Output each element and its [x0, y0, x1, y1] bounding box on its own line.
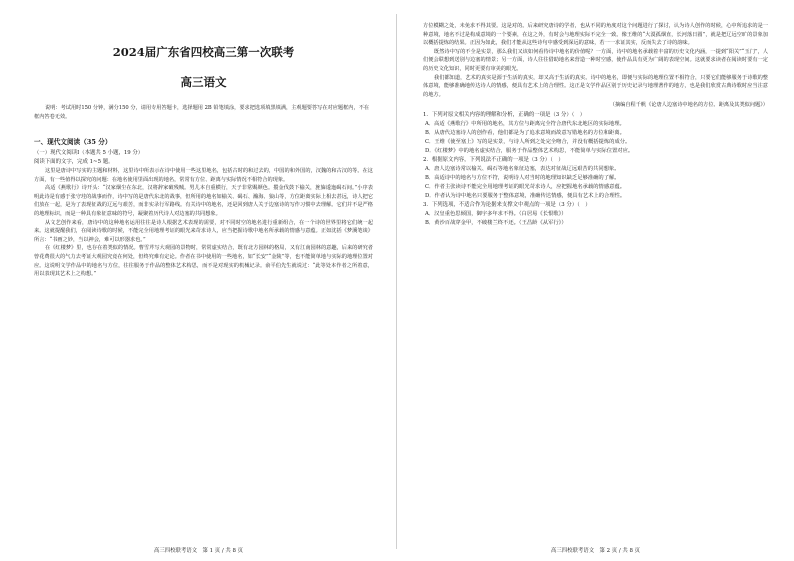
passage-paragraph-1: 这里是唐诗中写实的主题和材料，这里诗中所表示在诗中使用一些这里地名，包括古时的和过去的，中国的和外国的，汉魏的和古汉的等。在这方面，有一些值得以探究的问题：在地名使用里面出现的地名，常常有方位、距离与实际情况不相符合的现象。	[34, 168, 373, 183]
question-3-stem: 3．下列选项，不适合作为论据来支撑文中观点的一项是（3 分）（ ）	[423, 202, 591, 209]
question-2-option-b: B．高适诗中的地名与方位不符，说明诗人对当时的地理知识缺乏足够准确的了解。	[425, 175, 620, 182]
exam-notice: 说明：考试用时150 分钟，满分150 分，请用专用答题卡，选择题用 2B 铅笔填涂，要求把选项填黑填满，主观题要答写在对应题框内，不在框内答卷无效。	[34, 105, 370, 120]
exam-title: 2024届广东省四校高三第一次联考	[112, 45, 295, 59]
page-footer-left: 高三四校联考语文 第 1 页 / 共 8 页	[153, 548, 244, 554]
question-1-option-b: B．从唐代边塞诗人的创作看，他们都是为了追求意境而故意写错地名的方位和距离。	[425, 130, 625, 137]
question-3-option-a: A．汉皇重色思倾国，御宇多年求不得。（白居易《长恨歌》）	[425, 211, 567, 218]
passage-paragraph-2: 高适《燕歌行》诗开头：“汉家烟尘在东北，汉将辞家破残贼。男儿本自重横行，天子非常赐颜色。摐金伐鼓下榆关，旌旆逶迤碣石间。”小序表明此诗是有感于张守珪的战事而作，诗中写的是唐代东北的战事，但所用的地名如榆关、碣石、瀚海、狼山等，方位距离实际上相去甚远，诗人把它们放在一起，是为了表现征战的辽远与艰苦，而非实录行军路线。有关诗中的地名，还是回到唐人关于边塞诗的写作习惯中去理解。它们并不是严格的地理标识，而是一种具有象征意味的符号，凝聚着历代诗人对边塞的共同想象。	[34, 185, 373, 217]
passage-paragraph-5: 方位模糊之处，未免求不得其要。这是对的。后来研究唐诗的学者，也从不同的角度对这个问题进行了探讨，认为诗人创作的时候，心中所追求的是一种意境，地名不过是构成意境的一个要素，在这之外，有时会与地理实际不完全一致。像王维的“大漠孤烟直，长河落日圆”，就是把辽远空旷的景象加以概括提炼的结果。正因为如此，我们才能从这些诗句中感受到深远的意味，若一一求证其实，反而失去了诗的韵味。	[423, 23, 768, 47]
passage-paragraph-7: 我们都知道，艺术的真实是源于生活的真实，却又高于生活的真实。诗中的地名，即便与实际的地理位置不相符合，只要它们能够服务于诗歌的整体意境，能够准确地传达诗人的情感，便具有艺术上的合理性。这正是文学作品区别于历史记录与地理著作的地方，也是我们欣赏古典诗歌时应当注意的地方。	[423, 74, 768, 98]
subsection-heading: （一）现代文阅读Ⅰ（本题共 5 小题，19 分）	[34, 150, 144, 156]
question-1-option-a: A．高适《燕歌行》中所用的地名，其方位与距离完全符合唐代东北地区的实际地理。	[425, 121, 625, 128]
page-right	[397, 0, 794, 561]
question-2-option-d: D．作者认为诗中地名只要服务于整体意境，准确传达情感，便具有艺术上的合理性。	[425, 193, 626, 200]
question-1-option-c: C．王维《使至塞上》写的是实景，与诗人所到之处完全吻合，并没有概括提炼的成分。	[425, 139, 631, 146]
passage-source: （摘编自程千帆《论唐人边塞诗中地名的方位、距离及其类似问题》）	[609, 102, 768, 109]
question-2-option-a: A．唐人边塞诗常以榆关、碣石等地名象征边塞，表达对征战辽远艰苦的共同想象。	[425, 166, 620, 173]
question-3-option-b: B．黄沙百战穿金甲，不破楼兰终不还。（王昌龄《从军行》）	[425, 220, 567, 227]
exam-subject: 高三语文	[180, 75, 227, 89]
reading-instruction: 阅读下面的文字，完成 1~5 题。	[34, 159, 114, 165]
question-1-option-d: D．《红楼梦》中的地名虚实结合，服务于作品整体艺术构思，不能简单与实际位置对应。	[425, 148, 634, 155]
question-2-stem: 2．根据原文内容，下列说法不正确的一项是（3 分）（ ）	[423, 157, 564, 164]
question-1-stem: 1．下列对原文相关内容的理解和分析，正确的一项是（3 分）（ ）	[423, 112, 586, 119]
passage-paragraph-3: 从文艺创作来看，唐诗中的这种地名运用往往是诗人根据艺术表现的需要，对不同时空的地名进行重新组合，在一个诗的世界里将它们统一起来。这就提醒我们，在阅读诗歌的时候，不能完全用地理考证的眼光来苛求诗人，应当把握诗歌中地名所承载的情感与意蕴。正如沈括《梦溪笔谈》所言：“书画之妙，当以神会，难可以形器求也。”	[34, 219, 373, 243]
section-heading: 一、现代文阅读（35 分）	[34, 138, 112, 146]
passage-paragraph-6: 既然诗中写的不全是实景，那么我们又该如何看待诗中地名的价值呢？一方面，诗中的地名承载着丰富的历史文化内涵，一提到“阳关”“玉门”，人们便会联想到送别与边塞的情景；另一方面，诗人往往借助地名来营造一种时空感，使作品具有更为广阔的表现空间。这就要求读者在阅读时要有一定的历史文化知识，同时更要有审美的眼光。	[423, 48, 768, 72]
passage-paragraph-4: 在《红楼梦》里，也存在着类似的情况。曹雪芹写大观园的景物时，常常虚实结合，既有北方园林的格局，又有江南园林的意趣，后来的研究者曾花费很大的气力去考证大观园究竟在何处，但终究难有定论。作者在书中使用的一些地名，如“长安”“金陵”等，也不能简单地与实际的地理位置对应。这说明文学作品中的地名与方位，往往服务于作品的整体艺术构思，而不是对现实的机械记录。俞平伯先生就说过：“此等处本作者之所着意，用以表现其艺术上之构想。”	[34, 245, 373, 278]
page-footer-right: 高三四校联考语文 第 2 页 / 共 8 页	[550, 548, 641, 554]
question-2-option-c: C．作者主张读诗不能完全用地理考证的眼光苛求诗人，应把握地名承载的情感意蕴。	[425, 184, 626, 191]
